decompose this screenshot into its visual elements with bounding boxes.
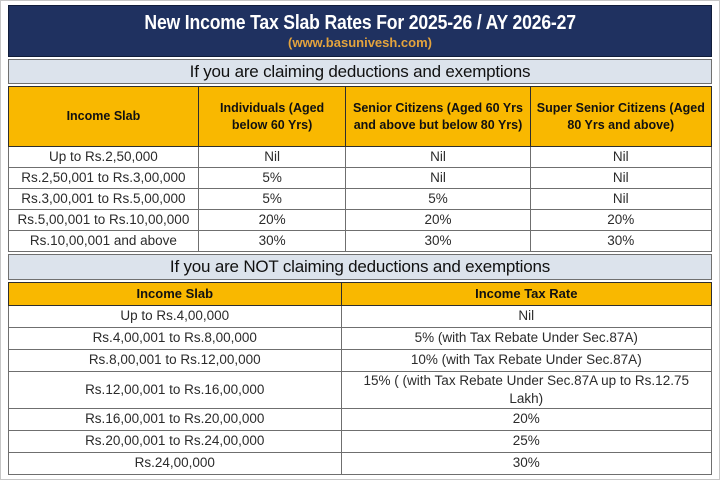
table-cell: 30% <box>530 231 711 252</box>
table-cell: 15% ( (with Tax Rebate Under Sec.87A up to Rs.12.75 Lakh) <box>341 371 711 408</box>
table-cell: 20% <box>198 210 346 231</box>
column-header: Individuals (Aged below 60 Yrs) <box>198 87 346 147</box>
table-cell: 10% (with Tax Rebate Under Sec.87A) <box>341 349 711 371</box>
table-header-row <box>9 87 712 147</box>
table-cell: 20% <box>346 210 530 231</box>
table-row <box>9 305 712 327</box>
table-cell: Rs.3,00,001 to Rs.5,00,000 <box>9 189 199 210</box>
column-header: Income Slab <box>9 283 342 306</box>
table-row <box>9 371 712 408</box>
table-row <box>9 168 712 189</box>
table-cell: Up to Rs.4,00,000 <box>9 305 342 327</box>
table-cell: 30% <box>341 452 711 474</box>
table-cell: Rs.12,00,001 to Rs.16,00,000 <box>9 371 342 408</box>
section-heading-old-regime: If you are claiming deductions and exemptions <box>8 59 712 84</box>
table-row <box>9 452 712 474</box>
table-cell: 20% <box>530 210 711 231</box>
column-header: Income Slab <box>9 87 199 147</box>
table-cell: Nil <box>341 305 711 327</box>
section-heading-new-regime: If you are NOT claiming deductions and exemptions <box>8 254 712 280</box>
old-regime-slab-table <box>8 86 712 252</box>
table-cell: Rs.4,00,001 to Rs.8,00,000 <box>9 327 342 349</box>
new-regime-slab-table <box>8 282 712 475</box>
table-row <box>9 349 712 371</box>
table-cell: Nil <box>346 147 530 168</box>
table-row <box>9 327 712 349</box>
table-row <box>9 430 712 452</box>
column-header: Income Tax Rate <box>341 283 711 306</box>
table-row <box>9 210 712 231</box>
column-header: Super Senior Citizens (Aged 80 Yrs and above) <box>530 87 711 147</box>
table-cell: 5% <box>198 168 346 189</box>
column-header: Senior Citizens (Aged 60 Yrs and above but below 80 Yrs) <box>346 87 530 147</box>
table-cell: 25% <box>341 430 711 452</box>
table-cell: Rs.24,00,000 <box>9 452 342 474</box>
table-cell: Rs.5,00,001 to Rs.10,00,000 <box>9 210 199 231</box>
table-cell: Nil <box>346 168 530 189</box>
table-row <box>9 408 712 430</box>
table-cell: Nil <box>530 147 711 168</box>
table-cell: 30% <box>198 231 346 252</box>
table-header-row <box>9 283 712 306</box>
table-cell: 20% <box>341 408 711 430</box>
table-cell: Rs.20,00,001 to Rs.24,00,000 <box>9 430 342 452</box>
table-cell: 30% <box>346 231 530 252</box>
table-cell: 5% <box>346 189 530 210</box>
title-bar <box>8 5 712 57</box>
website-subtitle: (www.basunivesh.com) <box>288 34 432 50</box>
table-cell: Nil <box>530 168 711 189</box>
table-cell: 5% (with Tax Rebate Under Sec.87A) <box>341 327 711 349</box>
table-row <box>9 147 712 168</box>
table-cell: 5% <box>198 189 346 210</box>
table-cell: Up to Rs.2,50,000 <box>9 147 199 168</box>
table-cell: Nil <box>198 147 346 168</box>
table-cell: Rs.2,50,001 to Rs.3,00,000 <box>9 168 199 189</box>
table-cell: Rs.16,00,001 to Rs.20,00,000 <box>9 408 342 430</box>
table-cell: Rs.8,00,001 to Rs.12,00,000 <box>9 349 342 371</box>
table-row <box>9 189 712 210</box>
table-cell: Nil <box>530 189 711 210</box>
table-row <box>9 231 712 252</box>
table-cell: Rs.10,00,001 and above <box>9 231 199 252</box>
page-title: New Income Tax Slab Rates For 2025-26 / AY 2026-27 <box>144 11 576 34</box>
